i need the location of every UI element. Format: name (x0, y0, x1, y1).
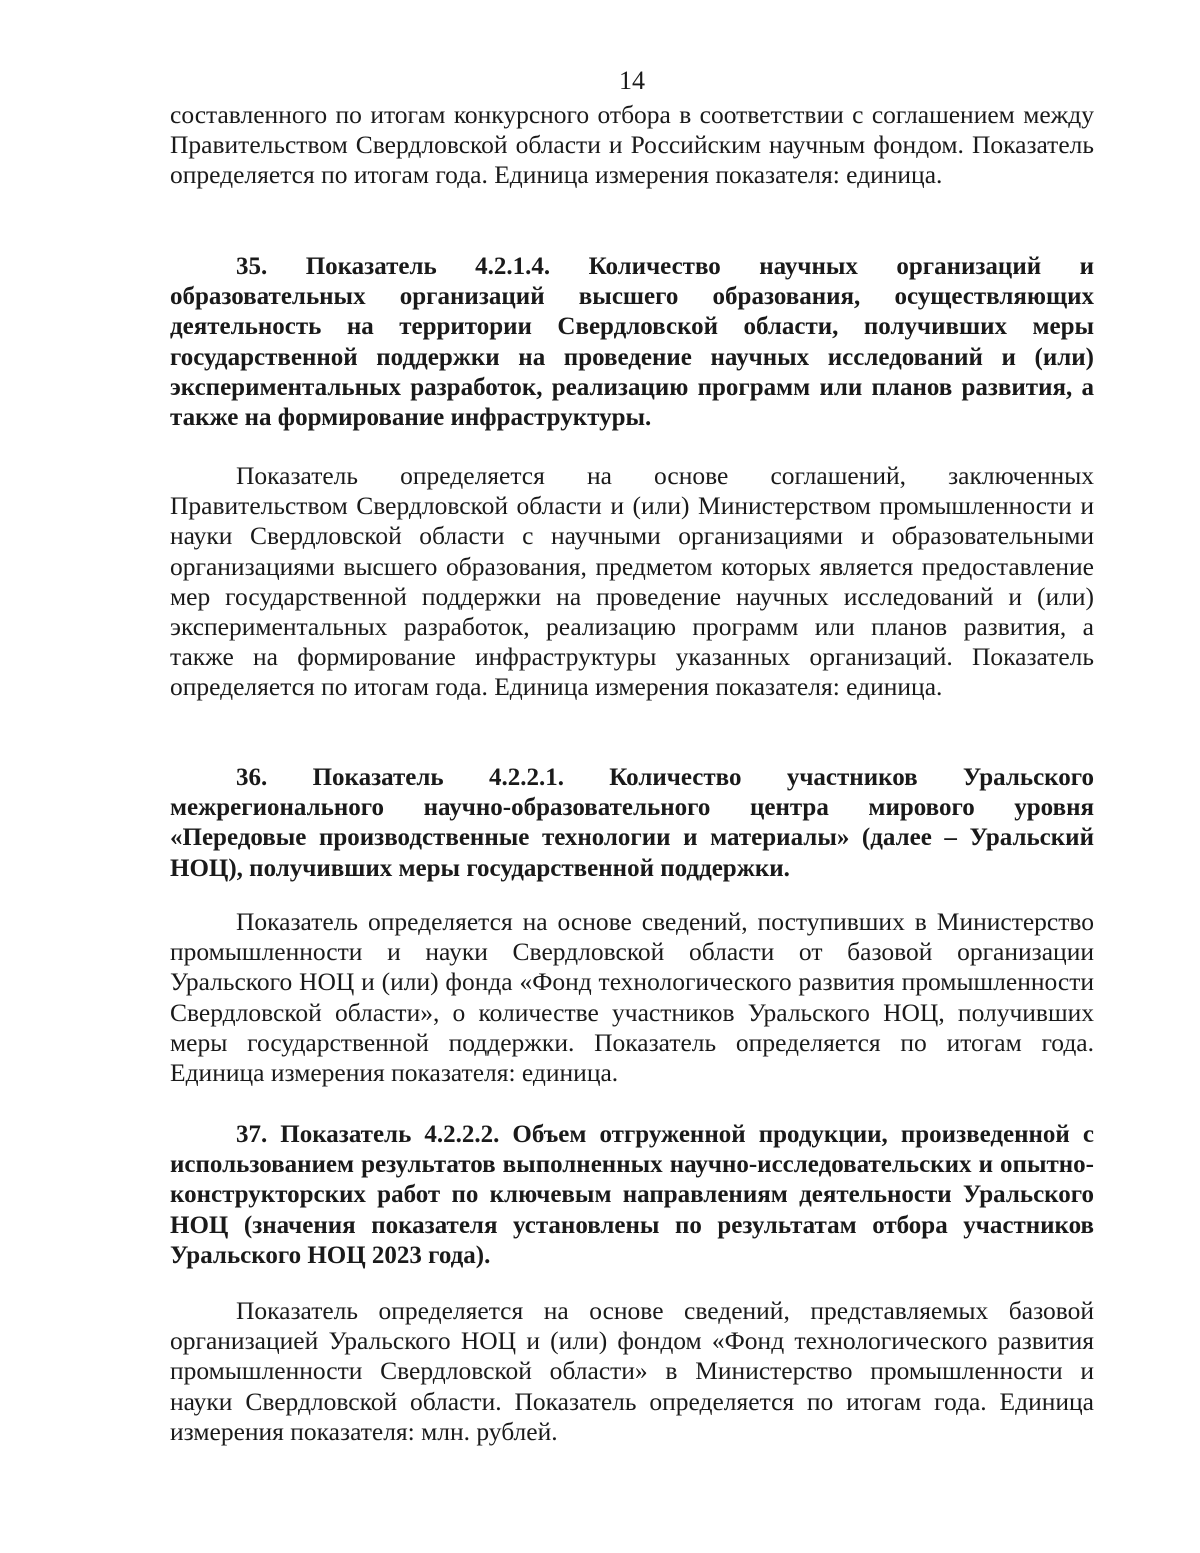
paragraph-indicator-35: Показатель определяется на основе соглашений, заключенных Правительством Свердловской области и (или) Министерством промышленности и науки Свердловской области с научными организациями и образовательными организациями высшего образования, предметом которых является предоставление мер государственной поддержки на проведение научных исследований и (или) экспериментальных разработок, реализацию программ или планов развития, а также на формирование инфраструктуры указанных организаций. Показатель определяется по итогам года. Единица измерения показателя: единица. (170, 461, 1094, 702)
heading-indicator-37: 37. Показатель 4.2.2.2. Объем отгруженной продукции, произведенной с использованием результатов выполненных научно-исследовательских и опытно-конструкторских работ по ключевым направлениям деятельности Уральского НОЦ (значения показателя установлены по результатам отбора участников Уральского НОЦ 2023 года). (170, 1121, 1094, 1269)
heading-indicator-36: 36. Показатель 4.2.2.1. Количество участников Уральского межрегионального научно-образовательного центра мирового уровня «Передовые производственные технологии и материалы» (далее – Уральский НОЦ), получивших меры государственной поддержки. (170, 764, 1094, 882)
heading-indicator-35: 35. Показатель 4.2.1.4. Количество научных организаций и образовательных организаций высшего образования, осуществляющих деятельность на территории Свердловской области, получивших меры государственной поддержки на проведение научных исследований и (или) экспериментальных разработок, реализацию программ или планов развития, а также на формирование инфраструктуры. (170, 253, 1094, 432)
paragraph-indicator-36: Показатель определяется на основе сведений, поступивших в Министерство промышленности и науки Свердловской области от базовой организации Уральского НОЦ и (или) фонда «Фонд технологического развития промышленности Свердловской области», о количестве участников Уральского НОЦ, получивших меры государственной поддержки. Показатель определяется по итогам года. Единица измерения показателя: единица. (170, 907, 1094, 1088)
paragraph-continuation: составленного по итогам конкурсного отбора в соответствии с соглашением между Правительством Свердловской области и Российским научным фондом. Показатель определяется по итогам года. Единица измерения показателя: единица. (170, 100, 1094, 190)
paragraph-indicator-37: Показатель определяется на основе сведений, представляемых базовой организацией Уральского НОЦ и (или) фондом «Фонд технологического развития промышленности Свердловской области» в Министерство промышленности и науки Свердловской области. Показатель определяется по итогам года. Единица измерения показателя: млн. рублей. (170, 1296, 1094, 1446)
page-number: 14 (619, 66, 645, 95)
